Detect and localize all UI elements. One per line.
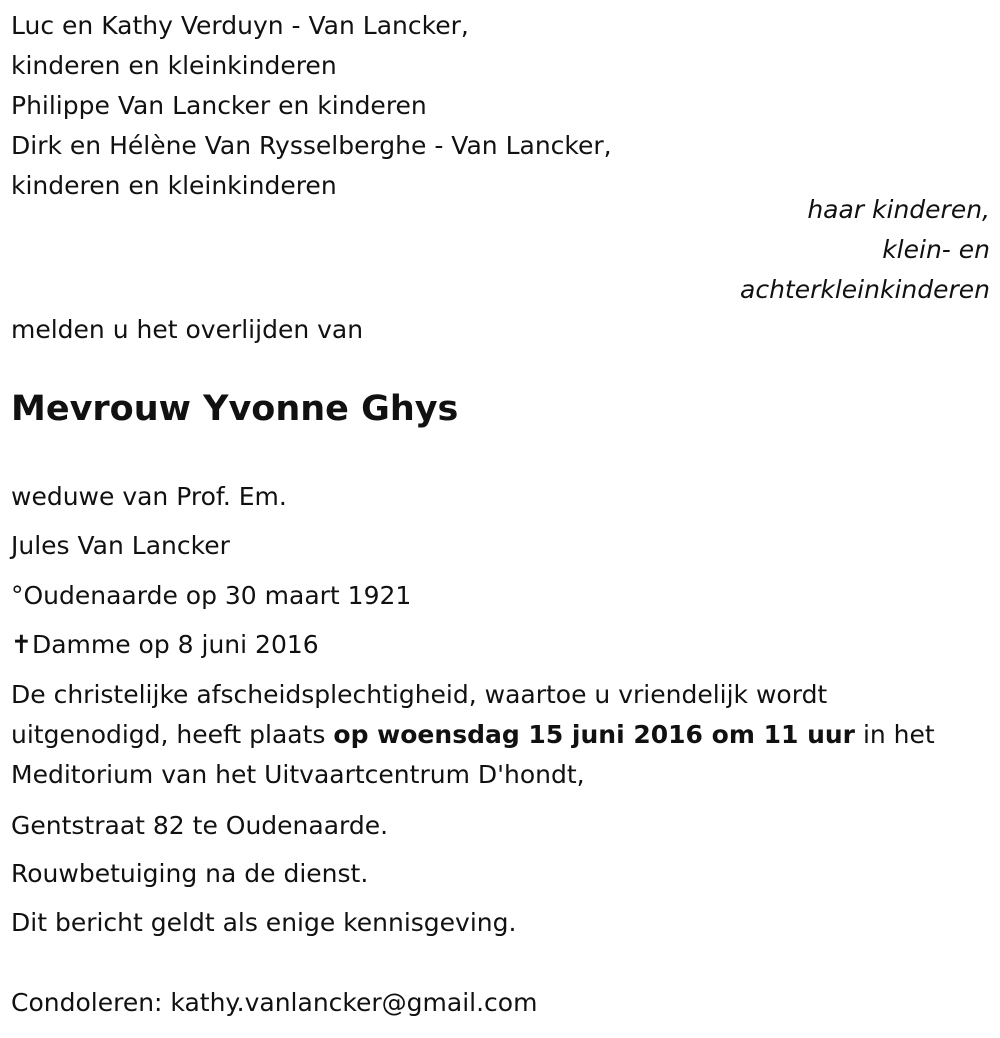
death-text: Damme op 8 juni 2016 — [31, 630, 319, 659]
condolences-email: Condoleren: kathy.vanlancker@gmail.com — [11, 988, 538, 1017]
family-line-5: kinderen en kleinkinderen — [11, 171, 337, 200]
family-line-4: Dirk en Hélène Van Rysselberghe - Van Lancker, — [11, 131, 612, 160]
address-text: Gentstraat 82 te Oudenaarde. — [11, 811, 389, 840]
spouse-name: Jules Van Lancker — [11, 531, 230, 560]
notice-text: Dit bericht geldt als enige kennisgeving. — [11, 908, 517, 937]
family-line-1: Luc en Kathy Verduyn - Van Lancker, — [11, 11, 469, 40]
relation-line-2: klein- en — [882, 235, 990, 264]
widow-of-text: weduwe van Prof. Em. — [11, 482, 287, 511]
relation-line-1: haar kinderen, — [807, 195, 990, 224]
ceremony-text-before: De christelijke afscheidsplechtigheid, waartoe u vriendelijk wordt uitgenodigd, heeft plaats — [11, 680, 828, 749]
condolence-info: Rouwbetuiging na de dienst. — [11, 859, 369, 888]
relation-line-3: achterkleinkinderen — [740, 275, 990, 304]
ceremony-text-after: in het Meditorium van het Uitvaartcentrum D'hondt, — [11, 720, 935, 789]
birth-line — [11, 581, 411, 611]
ceremony-date-time: op woensdag 15 juni 2016 om 11 uur — [333, 720, 855, 749]
death-line — [11, 630, 319, 660]
ceremony-paragraph — [11, 675, 971, 795]
family-line-3: Philippe Van Lancker en kinderen — [11, 91, 427, 120]
cross-icon: ✝ — [11, 630, 32, 659]
deceased-name: Mevrouw Yvonne Ghys — [11, 389, 459, 429]
birth-symbol: ° — [11, 581, 24, 610]
birth-text: Oudenaarde op 30 maart 1921 — [23, 581, 412, 610]
announcement-text: melden u het overlijden van — [11, 315, 364, 344]
family-line-2: kinderen en kleinkinderen — [11, 51, 337, 80]
